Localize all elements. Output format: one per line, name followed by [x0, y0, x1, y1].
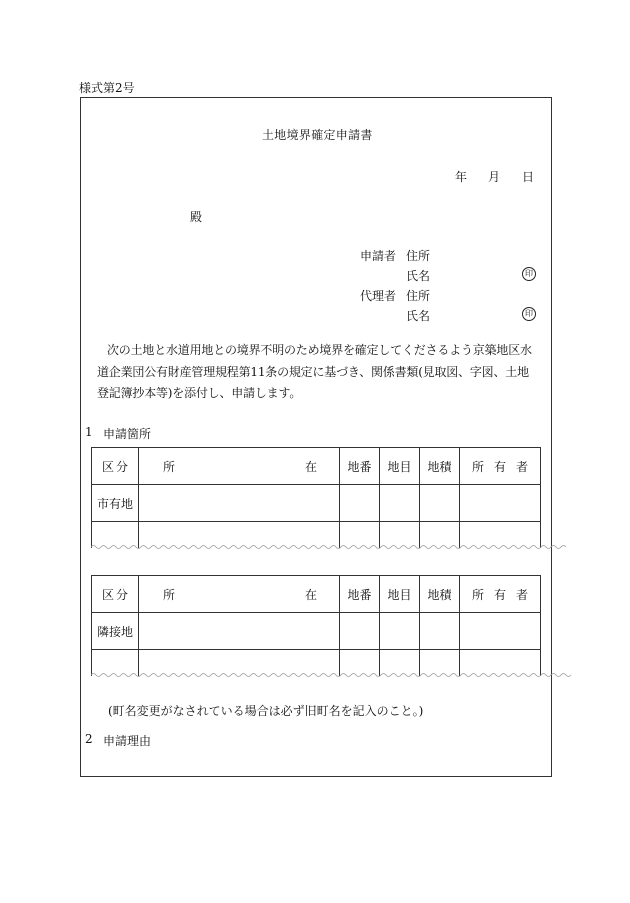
header-chimoku: 地目 [380, 576, 420, 613]
cell-location[interactable] [139, 485, 340, 522]
header-chiban: 地番 [340, 576, 380, 613]
date-year: 年 [455, 170, 468, 184]
request-paragraph-text: 次の土地と水道用地との境界不明のため境界を確定してくださるよう京築地区水道企業団公有財産管理規程第11条の規定に基づき、関係書類(見取図、字図、土地登記簿抄本等)を添付し、申請します。 [97, 343, 532, 400]
agent-seal-mark: 印 [522, 307, 536, 321]
row-label-adjacent: 隣接地 [92, 613, 139, 650]
section1-title: 申請箇所 [103, 427, 152, 441]
cell-chimoku[interactable] [380, 485, 420, 522]
cell-chiban[interactable] [340, 613, 380, 650]
header-kubun: 区 分 [92, 448, 139, 485]
header-chiseki: 地積 [420, 448, 460, 485]
header-chiban: 地番 [340, 448, 380, 485]
header-chiseki: 地積 [420, 576, 460, 613]
applicant-label: 申請者 [360, 249, 397, 263]
application-table-adjacent [91, 575, 541, 676]
cell-chiseki[interactable] [420, 613, 460, 650]
agent-address-label: 住所 [406, 289, 431, 303]
row-label-city: 市有地 [92, 485, 139, 522]
table1-wavy-break [91, 542, 540, 552]
cell-chiseki[interactable] [420, 485, 460, 522]
applicant-address-label: 住所 [406, 249, 431, 263]
addressee-suffix: 殿 [190, 210, 203, 224]
header-owner: 所 有 者 [460, 448, 541, 485]
agent-label: 代理者 [360, 289, 397, 303]
date-day: 日 [522, 170, 535, 184]
date-month: 月 [488, 170, 501, 184]
cell-chiban[interactable] [340, 485, 380, 522]
applicant-seal-mark: 印 [522, 267, 536, 281]
application-table-city [91, 447, 541, 548]
header-location: 所 在 [139, 576, 340, 613]
applicant-name-label: 氏名 [406, 269, 431, 283]
note-text: (町名変更がなされている場合は必ず旧町名を記入のこと。) [108, 704, 424, 718]
header-chimoku: 地目 [380, 448, 420, 485]
cell-location[interactable] [139, 613, 340, 650]
section1-number: 1 [85, 425, 93, 439]
header-location: 所 在 [139, 448, 340, 485]
section2-title: 申請理由 [103, 734, 152, 748]
cell-owner[interactable] [460, 613, 541, 650]
form-title: 土地境界確定申請書 [262, 128, 373, 142]
agent-name-label: 氏名 [406, 309, 431, 323]
cell-owner[interactable] [460, 485, 541, 522]
section2-number: 2 [85, 732, 93, 746]
cell-chimoku[interactable] [380, 613, 420, 650]
header-kubun: 区 分 [92, 576, 139, 613]
form-number: 様式第2号 [79, 81, 135, 95]
header-owner: 所 有 者 [460, 576, 541, 613]
request-paragraph [80, 340, 552, 405]
table2-wavy-break [91, 670, 540, 680]
